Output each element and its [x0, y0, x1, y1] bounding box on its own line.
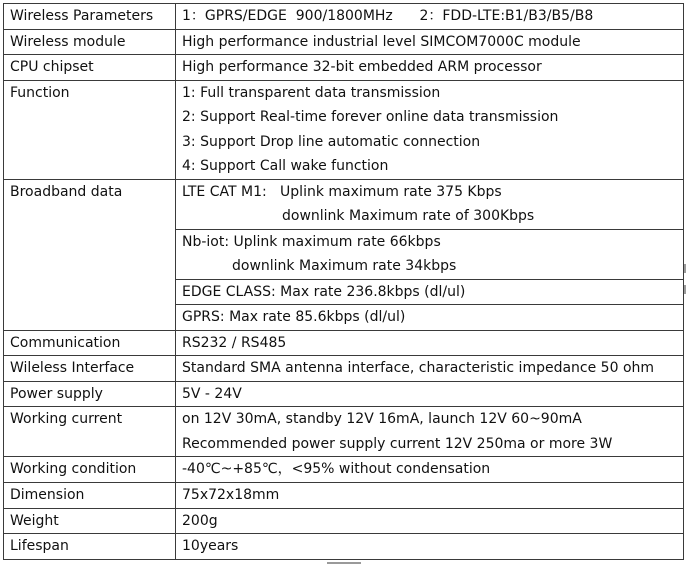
edge-tick-mark	[684, 264, 686, 273]
value-line: -40℃~+85℃，<95% without condensation	[182, 461, 491, 477]
row-value	[176, 80, 684, 179]
row-label: Communication	[4, 330, 176, 356]
value-line: 200g	[182, 512, 218, 529]
value-line: High performance industrial level SIMCOM7000C module	[182, 33, 581, 50]
row-label: Wileless Interface	[4, 356, 176, 382]
row-label: Working current	[4, 407, 176, 457]
row-value	[176, 55, 684, 81]
row-label: Wireless Parameters	[4, 4, 176, 30]
table-row	[4, 356, 684, 382]
value-line: 3: Support Drop line automatic connection	[182, 133, 481, 150]
table-row	[4, 179, 684, 229]
row-value	[176, 4, 684, 30]
table-row	[4, 407, 684, 457]
value-line: 10years	[182, 538, 239, 554]
value-line: 2: Support Real-time forever online data transmission	[182, 109, 559, 125]
value-line: downlink Maximum rate 34kbps	[232, 258, 457, 274]
value-line: 1: Full transparent data transmission	[182, 84, 441, 101]
value-line: GPRS: Max rate 85.6kbps (dl/ul)	[182, 309, 406, 325]
row-label: Working condition	[4, 457, 176, 483]
value-line: downlink Maximum rate of 300Kbps	[282, 208, 535, 224]
row-value	[176, 29, 684, 55]
table-row	[4, 29, 684, 55]
value-line: 1：GPRS/EDGE 900/1800MHz 2：FDD-LTE:B1/B3/B5/B8	[182, 8, 594, 24]
row-value	[176, 229, 684, 279]
bottom-resize-handle	[327, 562, 361, 564]
row-value	[176, 279, 684, 305]
row-label: CPU chipset	[4, 55, 176, 81]
value-line: RS232 / RS485	[182, 334, 287, 351]
row-value	[176, 356, 684, 382]
value-line: EDGE CLASS: Max rate 236.8kbps (dl/ul)	[182, 283, 466, 300]
value-line: High performance 32-bit embedded ARM processor	[182, 59, 542, 75]
table-row	[4, 534, 684, 560]
edge-tick-mark	[684, 285, 686, 294]
row-label: Lifespan	[4, 534, 176, 560]
value-line: LTE CAT M1: Uplink maximum rate 375 Kbps	[182, 183, 502, 200]
table-row	[4, 483, 684, 509]
table-row	[4, 55, 684, 81]
spec-table	[3, 3, 684, 560]
value-line: Recommended power supply current 12V 250ma or more 3W	[182, 435, 613, 452]
row-label: Power supply	[4, 381, 176, 407]
value-line: 4: Support Call wake function	[182, 158, 389, 174]
row-value	[176, 407, 684, 457]
row-value	[176, 305, 684, 331]
row-value	[176, 483, 684, 509]
table-row	[4, 508, 684, 534]
row-value	[176, 381, 684, 407]
table-row	[4, 80, 684, 179]
table-row	[4, 330, 684, 356]
row-label: Function	[4, 80, 176, 179]
row-label: Broadband data	[4, 179, 176, 330]
row-label: Dimension	[4, 483, 176, 509]
table-row	[4, 457, 684, 483]
value-line: Standard SMA antenna interface, characteristic impedance 50 ohm	[182, 360, 655, 376]
value-line: Nb-iot: Uplink maximum rate 66kbps	[182, 233, 441, 250]
table-row	[4, 4, 684, 30]
row-value	[176, 534, 684, 560]
row-value	[176, 508, 684, 534]
table-row	[4, 381, 684, 407]
value-line: 5V - 24V	[182, 385, 242, 402]
row-label: Weight	[4, 508, 176, 534]
row-value	[176, 330, 684, 356]
row-label: Wireless module	[4, 29, 176, 55]
value-line: 75x72x18mm	[182, 487, 280, 503]
value-line: on 12V 30mA, standby 12V 16mA, launch 12V 60~90mA	[182, 411, 582, 427]
row-value	[176, 179, 684, 229]
row-value	[176, 457, 684, 483]
